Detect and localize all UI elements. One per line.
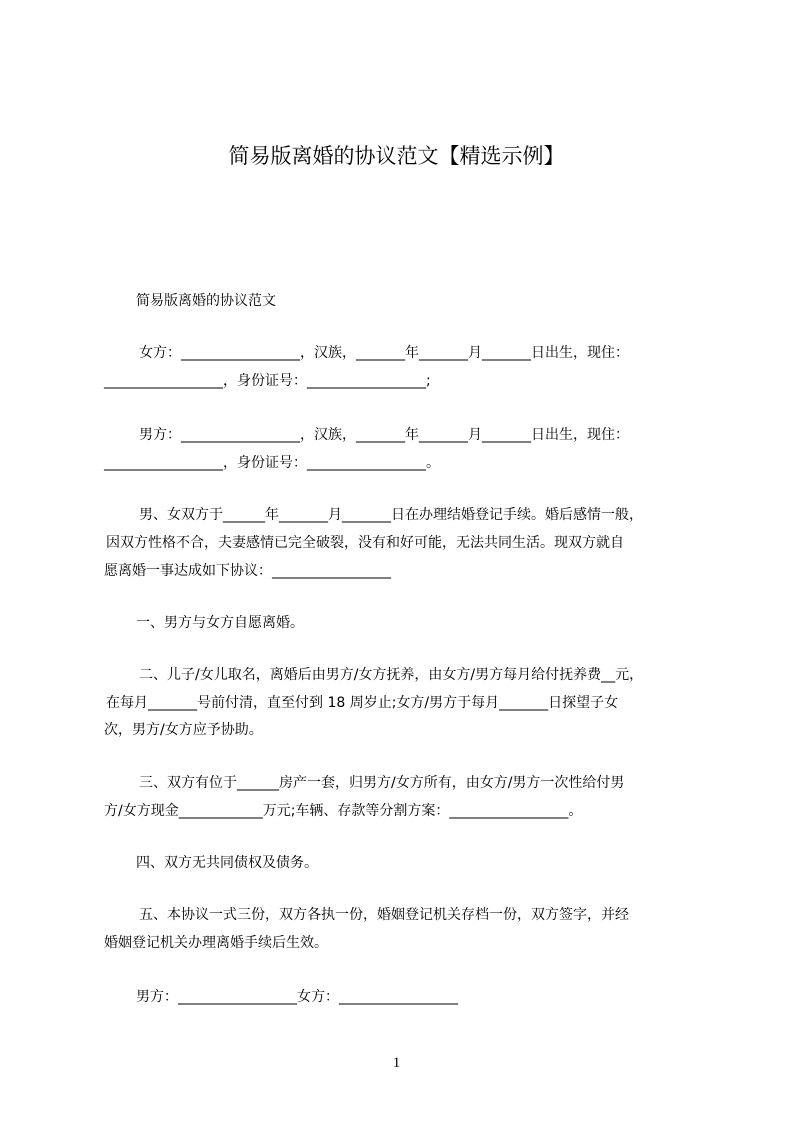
- page-number: 1: [392, 1055, 401, 1071]
- clause-4: 四、双方无共同债权及债务。: [136, 855, 318, 871]
- male-party-line: _________________，身份证号：_________________。: [104, 455, 440, 471]
- clause-5-line: 五、本协议一式三份，双方各执一份，婚姻登记机关存档一份，双方签字，并经: [139, 907, 629, 923]
- preamble-line: 男、女双方于______年_______月_______日在办理结婚登记手续。婚后感情一般，: [139, 507, 643, 523]
- clause-5-line: 婚姻登记机关办理离婚手续后生效。: [104, 935, 328, 951]
- clause-1: 一、男方与女方自愿离婚。: [136, 615, 304, 631]
- male-party-line: 男方：_________________，汉族，_______年_______月_______日出生，现住：: [139, 427, 629, 443]
- female-party-line: 女方：_________________，汉族，_______年_______月_______日出生，现住：: [139, 345, 629, 361]
- clause-2-line: 在每月_______号前付清，直至付到 18 周岁止;女方/男方于每月_______日探望子女: [106, 695, 619, 711]
- clause-3-line: 方/女方现金____________万元;车辆、存款等分割方案：_________________。: [104, 803, 583, 819]
- clause-3-line: 三、双方有位于______房产一套，归男方/女方所有，由女方/男方一次性给付男: [139, 775, 625, 791]
- signature-line: 男方：_________________女方：_________________: [136, 989, 458, 1005]
- preamble-line: 愿离婚一事达成如下协议：_________________: [104, 563, 391, 579]
- section-heading: 简易版离婚的协议范文: [136, 293, 276, 309]
- clause-2-line: 二、儿子/女儿取名，离婚后由男方/女方抚养，由女方/男方每月给付抚养费__元，: [139, 667, 644, 683]
- female-party-line: _________________，身份证号：_________________;: [104, 373, 431, 389]
- document-title: 简易版离婚的协议范文【精选示例】: [228, 144, 565, 168]
- preamble-line: 因双方性格不合，夫妻感情已完全破裂，没有和好可能，无法共同生活。现双方就自: [106, 535, 624, 551]
- clause-2-line: 次，男方/女方应予协助。: [104, 722, 263, 738]
